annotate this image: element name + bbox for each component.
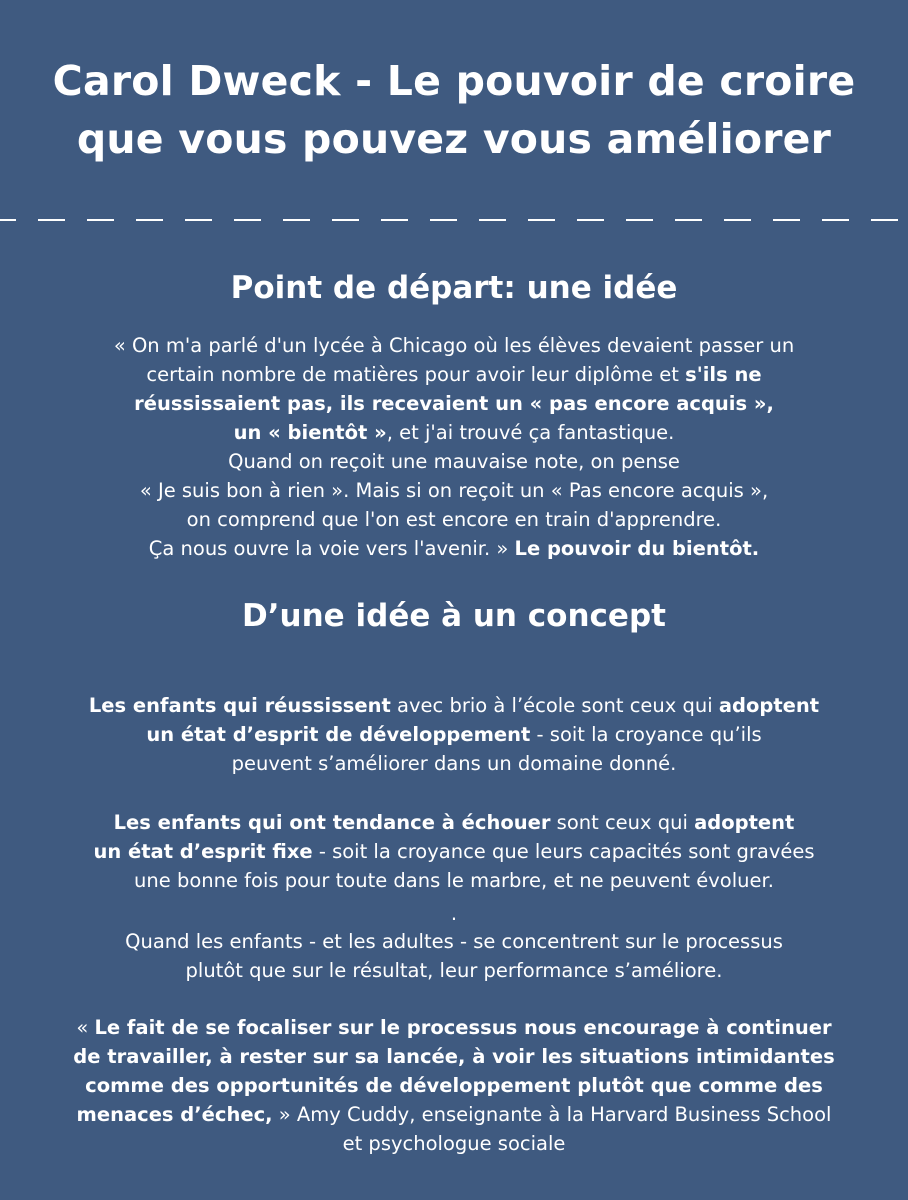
cuddy-line-3: comme des opportunités de développement plutôt que comme des [85, 1074, 823, 1097]
cuddy-line-5: et psychologue sociale [342, 1132, 566, 1155]
quote-line-8: Ça nous ouvre la voie vers l'avenir. » Le pouvoir du bientôt. [148, 537, 760, 560]
growth-mindset-paragraph [0, 691, 908, 778]
section-heading-idea: Point de départ: une idée [230, 270, 678, 306]
quote-line-2: certain nombre de matières pour avoir leur diplôme et s'ils ne [146, 363, 762, 386]
fixed-line-2: un état d’esprit fixe - soit la croyance que leurs capacités sont gravées [93, 840, 815, 863]
cuddy-line-2: de travailler, à rester sur sa lancée, à voir les situations intimidantes [73, 1045, 835, 1068]
title-line-1: Carol Dweck - Le pouvoir de croire [52, 57, 856, 105]
cuddy-line-1: « Le fait de se focaliser sur le processus nous encourage à continuer [76, 1016, 832, 1039]
fixed-mindset-paragraph [0, 808, 908, 895]
quote-line-5: Quand on reçoit une mauvaise note, on pense [228, 450, 680, 473]
quote-line-3: réussissaient pas, ils recevaient un « pas encore acquis », [134, 392, 774, 415]
cuddy-quote [0, 1013, 908, 1158]
quote-line-1: « On m'a parlé d'un lycée à Chicago où les élèves devaient passer un [113, 334, 795, 357]
process-line-1: Quand les enfants - et les adultes - se concentrent sur le processus [125, 930, 783, 953]
process-line-2: plutôt que sur le résultat, leur performance s’améliore. [185, 959, 723, 982]
title-line-2: que vous pouvez vous améliorer [76, 115, 832, 163]
fixed-line-1: Les enfants qui ont tendance à échouer sont ceux qui adoptent [113, 811, 795, 834]
fixed-line-3: une bonne fois pour toute dans le marbre, et ne peuvent évoluer. [134, 869, 774, 892]
growth-line-2: un état d’esprit de développement - soit la croyance qu’ils [146, 723, 762, 746]
quote-line-4: un « bientôt », et j'ai trouvé ça fantastique. [233, 421, 675, 444]
separator-dot: . [450, 902, 458, 925]
section-heading-concept: D’une idée à un concept [242, 598, 666, 634]
dashed-divider [0, 213, 908, 225]
growth-line-3: peuvent s’améliorer dans un domaine donné. [231, 752, 677, 775]
quote-line-6: « Je suis bon à rien ». Mais si on reçoit un « Pas encore acquis », [139, 479, 769, 502]
cuddy-line-4: menaces d’échec, » Amy Cuddy, enseignante à la Harvard Business School [76, 1103, 832, 1126]
quote-line-7: on comprend que l'on est encore en train d'apprendre. [186, 508, 722, 531]
process-paragraph [0, 927, 908, 985]
page-title [0, 52, 908, 168]
quote-chicago [0, 331, 908, 563]
growth-line-1: Les enfants qui réussissent avec brio à l’école sont ceux qui adoptent [88, 694, 820, 717]
